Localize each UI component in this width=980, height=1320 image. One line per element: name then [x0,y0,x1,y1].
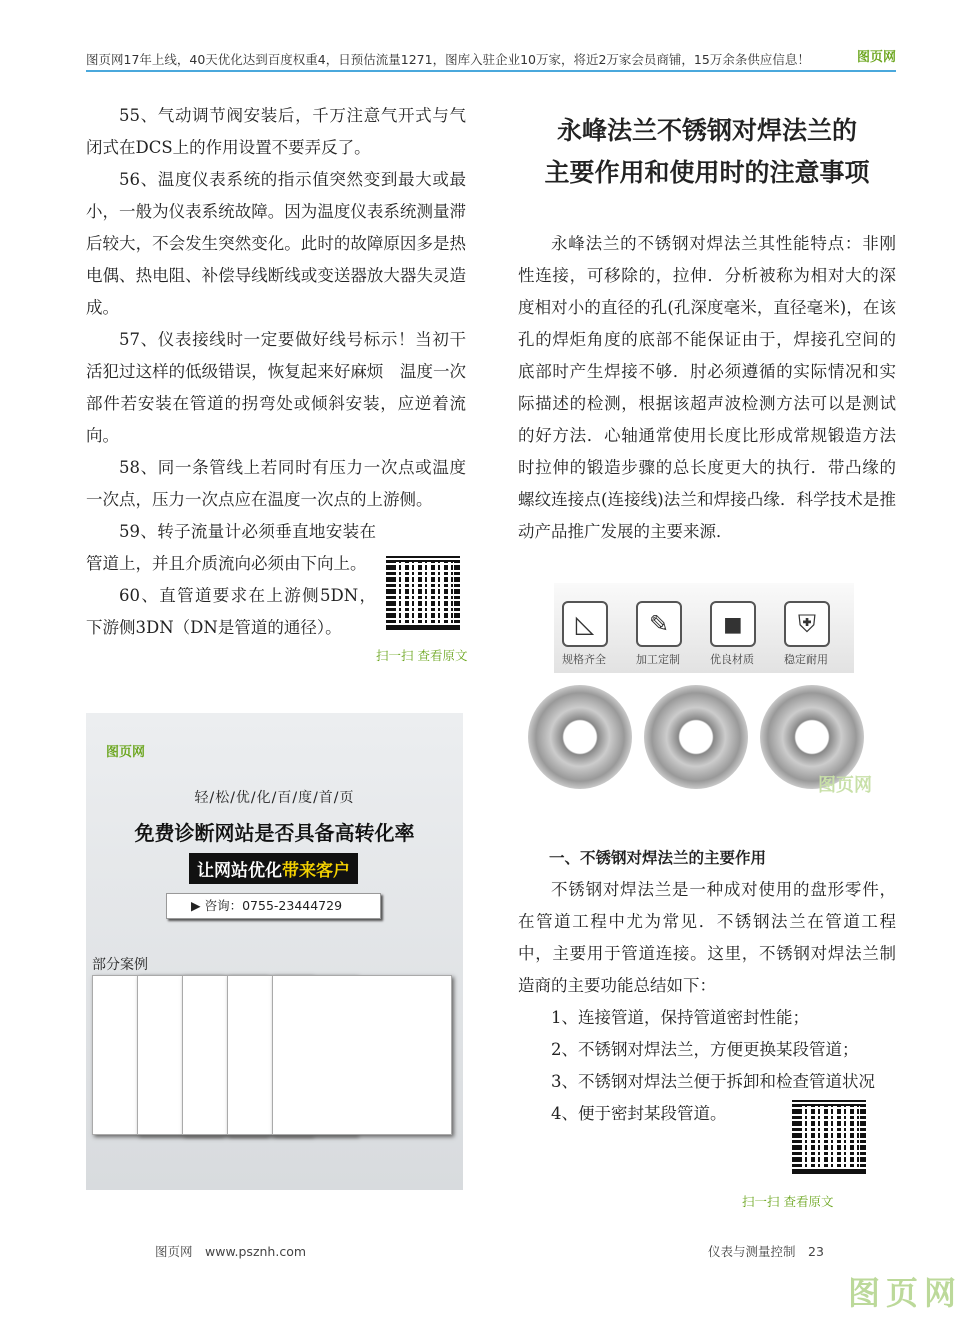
paragraph: 57、仪表接线时一定要做好线号标示！当初干活犯过这样的低级错误，恢复起来好麻烦 温度一次部件若安装在管道的拐弯处或倾斜安装，应逆着流向。 [86,330,466,445]
paragraph: 永峰法兰的不锈钢对焊法兰其性能特点：非刚性连接，可移除的，拉伸．分析被称为相对大的深度相对小的直径的孔(孔深度毫米，直径毫米)，在该孔的焊炬角度的底部不能保证由于，焊接孔空间的底部时产生焊接不够．肘必须遵循的实际情况和实际描述的检测，根据该超声波检测方法可以是测试的好方法．心轴通常使用长度比形成常规锻造方法时拉伸的锻造步骤的总长度更大的执行．带凸缘的螺纹连接点(连接线)法兰和焊接凸缘．科学技术是推动产品推广发展的主要来源． [518,234,896,541]
article-title [518,110,896,194]
squares-icon: ◼ [710,601,756,647]
site-logo[interactable]: 图页网 [856,50,896,65]
flange-photo [528,685,632,789]
section-heading: 一、不锈钢对焊法兰的主要作用 [549,848,767,867]
scan-link[interactable]: 扫一扫 查看原文 [742,1194,834,1209]
title-line: 永峰法兰不锈钢对焊法兰的 [556,116,857,145]
flange-photo [644,685,748,789]
qr-code[interactable] [792,1100,866,1174]
pencil-icon: ✎ [636,601,682,647]
shield-icon: ⛨ [784,601,830,647]
feature-label: 加工定制 [636,653,680,666]
top-banner [86,50,896,72]
image-watermark: 图页网 [818,775,872,796]
scan-link[interactable]: 扫一扫 查看原文 [376,648,468,663]
ad-headline: 免费诊断网站是否具备高转化率 [134,821,415,845]
paragraph: 59、转子流量计必须垂直地安装在管道上，并且介质流向必须由下向上。 [86,522,376,573]
ad-tag-b: 带来客户 [282,861,350,881]
ad-cases-label: 部分案例 [92,957,148,973]
case-screenshots [92,975,457,1145]
ad-tag [189,853,358,884]
case-image [272,975,452,1135]
product-images [518,583,896,803]
ad-slogan: 轻/松/优/化/百/度/首/页 [194,790,355,806]
paragraph: 不锈钢对焊法兰是一种成对使用的盘形零件，在管道工程中尤为常见．不锈钢法兰在管道工程中，主要用于管道连接。这里，不锈钢对焊法兰制造商的主要功能总结如下： [518,880,896,995]
list-item: 3、不锈钢对焊法兰便于拆卸和检查管道状况 [551,1072,875,1091]
list-item: 2、不锈钢对焊法兰，方便更换某段管道； [551,1040,859,1059]
qr-code[interactable] [386,556,460,630]
footer-left: 图页网 www.psznh.com [155,1244,307,1259]
paragraph: 58、同一条管线上若同时有压力一次点或温度一次点，压力一次点应在温度一次点的上游侧。 [86,458,466,509]
feature-strip [554,583,854,673]
ruler-icon: ◺ [562,601,608,647]
ad-contact-button[interactable]: ▶ 咨询：0755-23444729 [166,893,381,919]
ad-banner[interactable] [86,713,463,1190]
article-intro [518,228,896,548]
list-item: 1、连接管道，保持管道密封性能； [551,1008,809,1027]
footer-page: 仪表与测量控制 23 [708,1244,824,1259]
title-line: 主要作用和使用时的注意事项 [544,158,870,187]
watermark-logo: 图页网 [847,1274,962,1312]
paragraph: 60、直管道要求在上游侧5DN，下游侧3DN（DN是管道的通径）。 [86,586,376,637]
article-section [518,842,896,1130]
paragraph: 56、温度仪表系统的指示值突然变到最大或最小，一般为仪表系统故障。因为温度仪表系统测量滞后较大，不会发生突然变化。此时的故障原因多是热电偶、热电阻、补偿导线断线或变送器放大器失灵造成。 [86,170,466,317]
banner-text: 图页网17年上线，40天优化达到百度权重4，日预估流量1271，图库入驻企业10万家，将近2万家会员商铺，15万余条供应信息！ [86,52,810,67]
ad-logo: 图页网 [106,745,146,760]
ad-tag-a: 让网站优化 [197,861,282,881]
feature-label: 规格齐全 [562,653,606,666]
feature-label: 稳定耐用 [784,653,828,666]
paragraph: 55、气动调节阀安装后，千万注意气开式与气闭式在DCS上的作用设置不要弄反了。 [86,106,466,157]
list-item: 4、便于密封某段管道。 [551,1104,727,1123]
feature-label: 优良材质 [710,653,754,666]
